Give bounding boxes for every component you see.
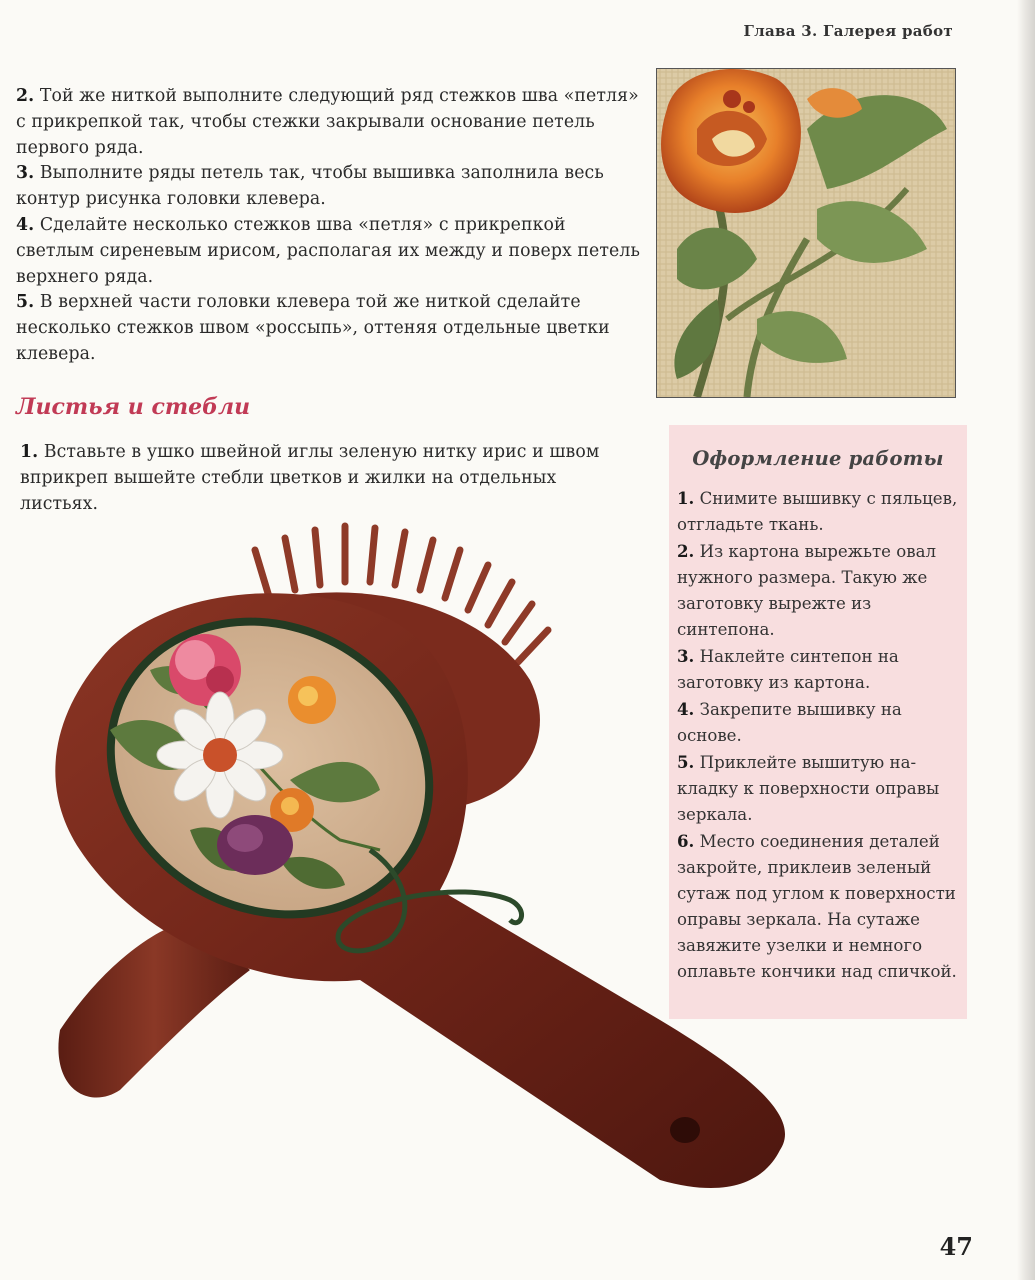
running-head: Глава 3. Галерея работ [743, 22, 953, 40]
step-item: 6. Место соединения деталей закройте, приклеив зеленый сутаж под углом к поверхности оправы зеркала. На сутаже завяжите узелки и немного оплавьте кончики над спичкой. [677, 831, 957, 981]
page-number: 47 [939, 1232, 973, 1261]
step-item: 1. Вставьте в ушко швейной иглы зеленую нитку ирис и швом вприкреп вышейте стебли цветков и жилки на отдельных листьях. [20, 442, 600, 514]
step-item: 1. Снимите вышивку с пяльцев, отгладьте ткань. [677, 488, 958, 534]
mirror-photo [40, 520, 800, 1220]
mirror-illustration [40, 520, 800, 1220]
step-item: 3. Выполните ряды петель так, чтобы вышивка заполнила весь контур рисунка головки клевера. [16, 163, 604, 210]
flower-illustration [657, 69, 955, 397]
sidebar-title: Оформление работы [692, 447, 944, 470]
book-spine-shadow [1017, 0, 1035, 1280]
leaves-steps [20, 440, 610, 517]
step-item: 3. Наклейте синтепон на заготовку из картона. [677, 646, 899, 692]
section-heading-leaves: Листья и стебли [16, 394, 251, 420]
step-item: 2. Той же ниткой выполните следующий ряд стежков шва «петля» с прикрепкой так, чтобы стежки закрывали основание петель первого ряда. [16, 86, 639, 158]
flower-photo [656, 68, 956, 398]
step-item: 4. Сделайте несколько стежков шва «петля» с прикрепкой светлым сиреневым ирисом, располагая их между и поверх петель верхнего ряда. [16, 214, 640, 287]
clover-steps [16, 84, 646, 368]
step-item: 5. Приклейте вышитую накладку к поверхности оправы зеркала. [677, 752, 940, 824]
step-item: 2. Из картона вырежьте овал нужного размера. Такую же заготовку вырежте из синтепона. [677, 541, 937, 639]
step-item: 5. В верхней части головки клевера той же ниткой сделайте несколько стежков швом «россыпь», оттеняя отдельные цветки клевера. [16, 292, 610, 364]
step-item: 4. Закрепите вышивку на основе. [677, 699, 902, 745]
